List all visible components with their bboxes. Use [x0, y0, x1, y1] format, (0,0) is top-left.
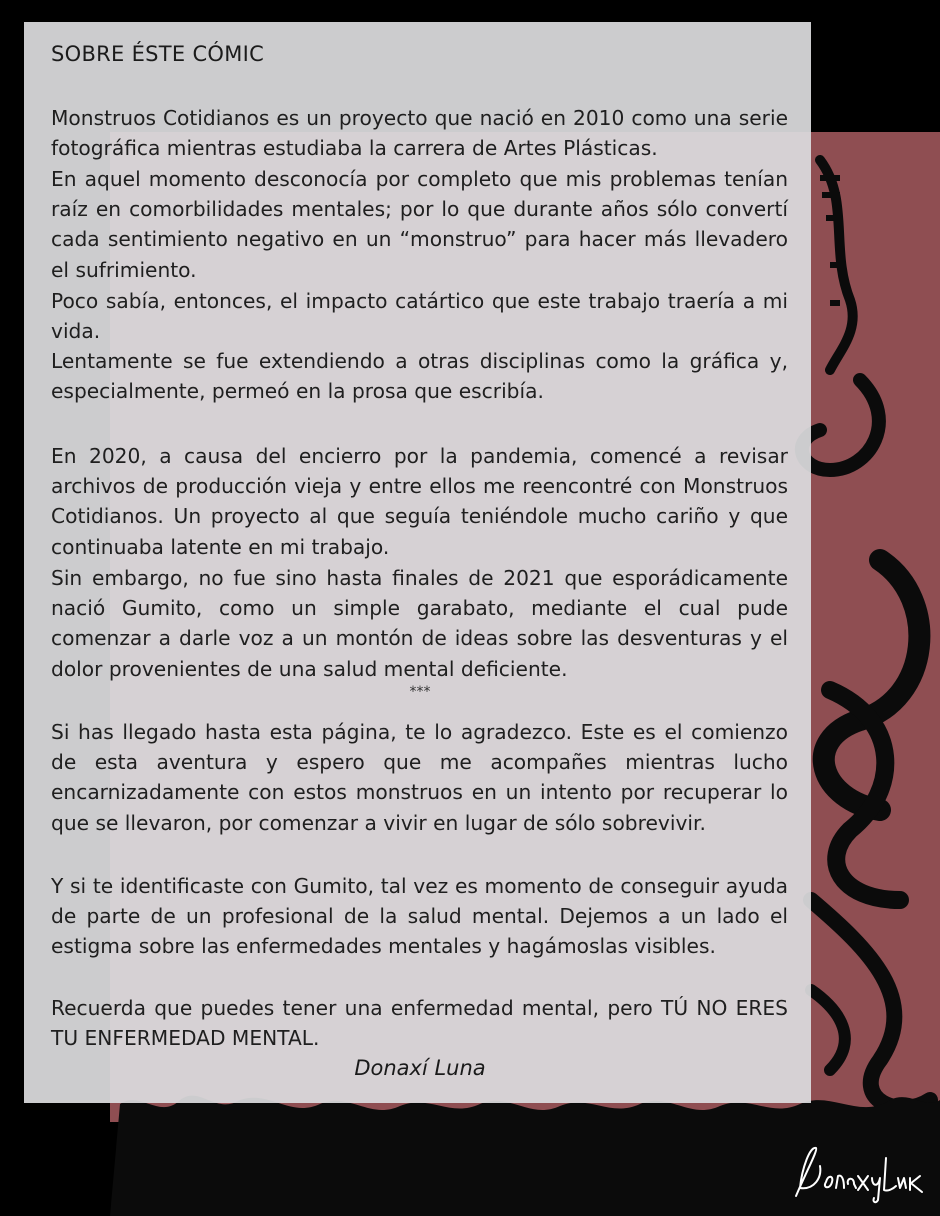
handwritten-signature-logo: [788, 1138, 928, 1208]
paragraph-7: Si has llegado hasta esta página, te lo agradezco. Este es el comienzo de esta aventura y espero que me acompañes mientras lucho encarnizadamente con estos monstruos en un intento por recuperar lo que se llevaron, por comenzar a vivir en lugar de sólo sobrevivir.: [51, 720, 788, 835]
paragraph-4: Lentamente se fue extendiendo a otras disciplinas como la gráfica y, especialmente, permeó en la prosa que escribía.: [51, 349, 788, 404]
paragraph-3: Poco sabía, entonces, el impacto catártico que este trabajo traería a mi vida.: [51, 289, 788, 344]
paragraph-8: Y si te identificaste con Gumito, tal vez es momento de conseguir ayuda de parte de un profesional de la salud mental. Dejemos a un lado el estigma sobre las enfermedades mentales y hagámoslas visibles.: [51, 874, 788, 959]
paragraph-6: Sin embargo, no fue sino hasta finales de 2021 que esporádicamente nació Gumito, como un simple garabato, mediante el cual pude comenzar a darle voz a un montón de ideas sobre las desventuras y el dolor provenientes de una salud mental deficiente.: [51, 566, 788, 681]
author-signature-line: Donaxí Luna: [354, 1056, 486, 1080]
paragraph-5: En 2020, a causa del encierro por la pandemia, comencé a revisar archivos de producción vieja y entre ellos me reencontré con Monstruos Cotidianos. Un proyecto al que seguía teniéndole mucho cariño y que continuaba latente en mi trabajo.: [51, 444, 788, 559]
paragraph-1: Monstruos Cotidianos es un proyecto que nació en 2010 como una serie fotográfica mientras estudiaba la carrera de Artes Plásticas.: [51, 106, 788, 161]
page-title: SOBRE ÉSTE CÓMIC: [51, 42, 265, 66]
paragraph-2: En aquel momento desconocía por completo que mis problemas tenían raíz en comorbilidades mentales; por lo que durante años sólo convertí cada sentimiento negativo en un “monstruo” para hacer más llevadero el sufrimiento.: [51, 167, 788, 282]
paragraph-9: Recuerda que puedes tener una enfermedad mental, pero TÚ NO ERES TU ENFERMEDAD MENTAL.: [51, 996, 788, 1051]
section-separator: ***: [409, 684, 431, 700]
